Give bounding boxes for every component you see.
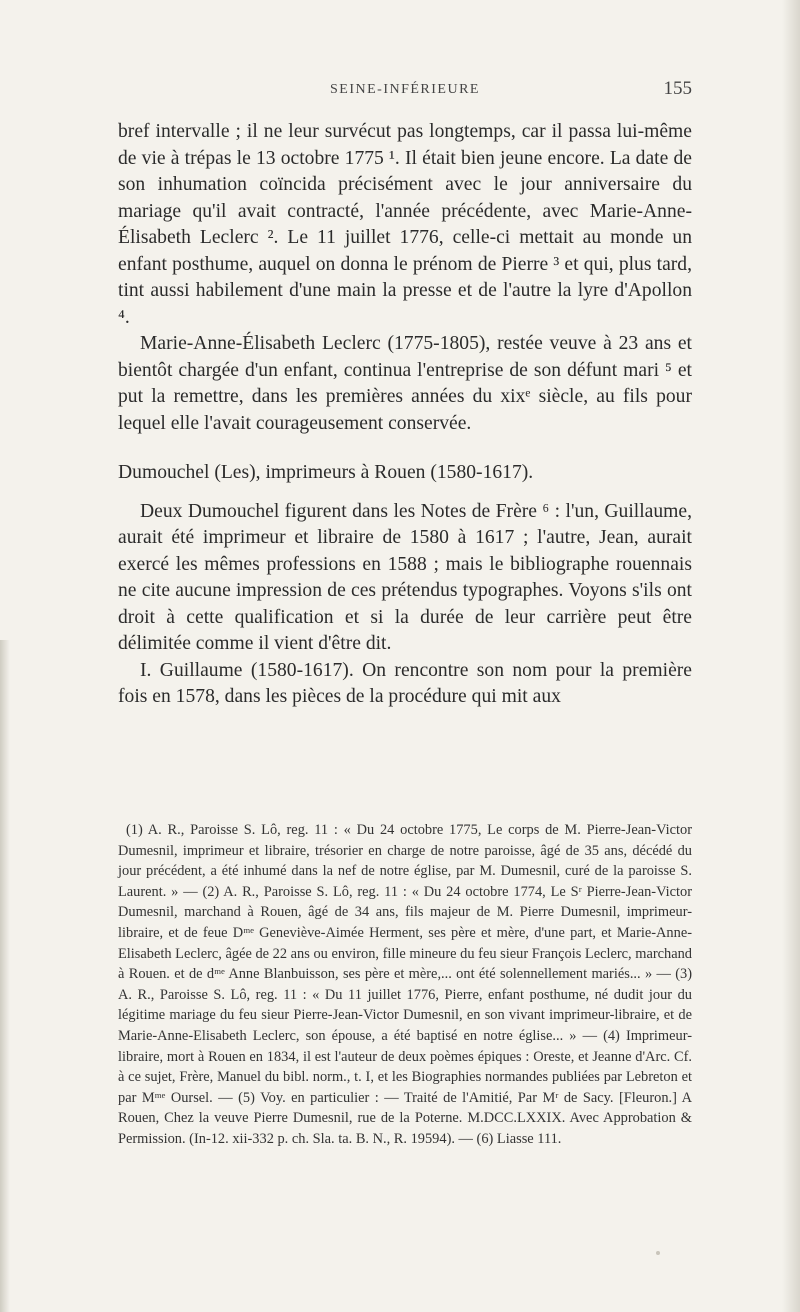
paragraph-continuation: bref intervalle ; il ne leur survécut pas longtemps, car il passa lui-même de vie à trépas le 13 octobre 1775 ¹. Il était bien jeune encore. La date de son inhumation coïncida précisément avec le jour anniversaire du mariage qu'il avait contracté, l'année précédente, avec Marie-Anne-Élisabeth Leclerc ². Le 11 juillet 1776, celle-ci mettait au monde un enfant posthume, auquel on donna le prénom de Pierre ³ et qui, plus tard, tint aussi habilement d'une main la presse et de l'autre la lyre d'Apollon ⁴. — [118, 121, 692, 328]
footnotes-text: (1) A. R., Paroisse S. Lô, reg. 11 : « Du 24 octobre 1775, Le corps de M. Pierre-Jean-Victor Dumesnil, imprimeur et libraire, trésorier en charge de notre paroisse, âgé de 35 ans, décédé du jour précédent, a été inhumé dans la nef de notre église, par M. Dumesnil, curé de la paroisse S. Laurent. » — (2) A. R., Paroisse S. Lô, reg. 11 : « Du 24 octobre 1774, Le Sʳ Pierre-Jean-Victor Dumesnil, marchand à Rouen, âgé de 34 ans, fils majeur de M. Pierre Dumesnil, imprimeur-libraire, et de feue Dᵐᵉ Geneviève-Aimée Herment, ses père et mère, d'une part, et Marie-Anne-Elisabeth Leclerc, âgée de 22 ans ou environ, fille mineure du feu sieur François Leclerc, marchand à Rouen. et de dᵐᵉ Anne Blanbuisson, ses père et mère,... ont été solennellement mariés... » — (3) A. R., Paroisse S. Lô, reg. 11 : « Du 11 juillet 1776, Pierre, enfant posthume, né dudit jour du légitime mariage du feu sieur Pierre-Jean-Victor Dumesnil, en son vivant imprimeur-libraire, et de Marie-Anne-Elisabeth Leclerc, son épouse, a été baptisé en notre église... » — (4) Imprimeur-libraire, mort à Rouen en 1834, il est l'auteur de deux poèmes épiques : Oreste, et Jeanne d'Arc. Cf. à ce sujet, Frère, Manuel du bibl. norm., t. I, et les Biographies normandes publiées par Lebreton et par Mᵐᵉ Oursel. — (5) Voy. en particulier : — Traité de l'Amitié, Par Mʳ de Sacy. [Fleuron.] A Rouen, Chez la veuve Pierre Dumesnil, rue de la Poterne. M.DCC.LXXIX. Avec Approbation & Permission. (In-12. xii-332 p. ch. Sla. ta. B. N., R. 19594). — (6) Liasse 111. — [118, 822, 692, 1147]
page-number: 155 — [663, 78, 692, 99]
paper-spot — [656, 1251, 660, 1255]
paragraph-dumouchel-intro: Deux Dumouchel figurent dans les Notes de Frère ⁶ : l'un, Guillaume, aurait été imprimeur et libraire de 1580 à 1617 ; l'autre, Jean, aurait exercé les mêmes professions en 1588 ; mais le bibliographe rouennais ne cite aucune impression de ces prétendus typographes. Voyons s'ils ont droit à cette qualification et si la durée de leur carrière peut être délimitée comme il vient d'être dit. — [118, 500, 692, 654]
footnotes — [118, 820, 692, 1150]
running-head: SEINE-INFÉRIEURE — [330, 82, 480, 97]
paragraph-guillaume: I. Guillaume (1580-1617). On rencontre son nom pour la première fois en 1578, dans les pièces de la procédure qui mit aux — [118, 659, 692, 707]
page-header — [118, 78, 692, 104]
page-gutter-shadow — [0, 640, 10, 1312]
paragraph-leclerc: Marie-Anne-Élisabeth Leclerc (1775-1805), restée veuve à 23 ans et bientôt chargée d'un enfant, continua l'entreprise de son défunt mari ⁵ et put la remettre, dans les premières années du xixᵉ siècle, au fils pour lequel elle l'avait courageusement conservée. — [118, 333, 692, 434]
main-text — [118, 119, 692, 711]
section-heading-dumouchel: Dumouchel (Les), imprimeurs à Rouen (1580-1617). — [118, 462, 534, 483]
page-edge-shadow — [782, 0, 800, 1312]
